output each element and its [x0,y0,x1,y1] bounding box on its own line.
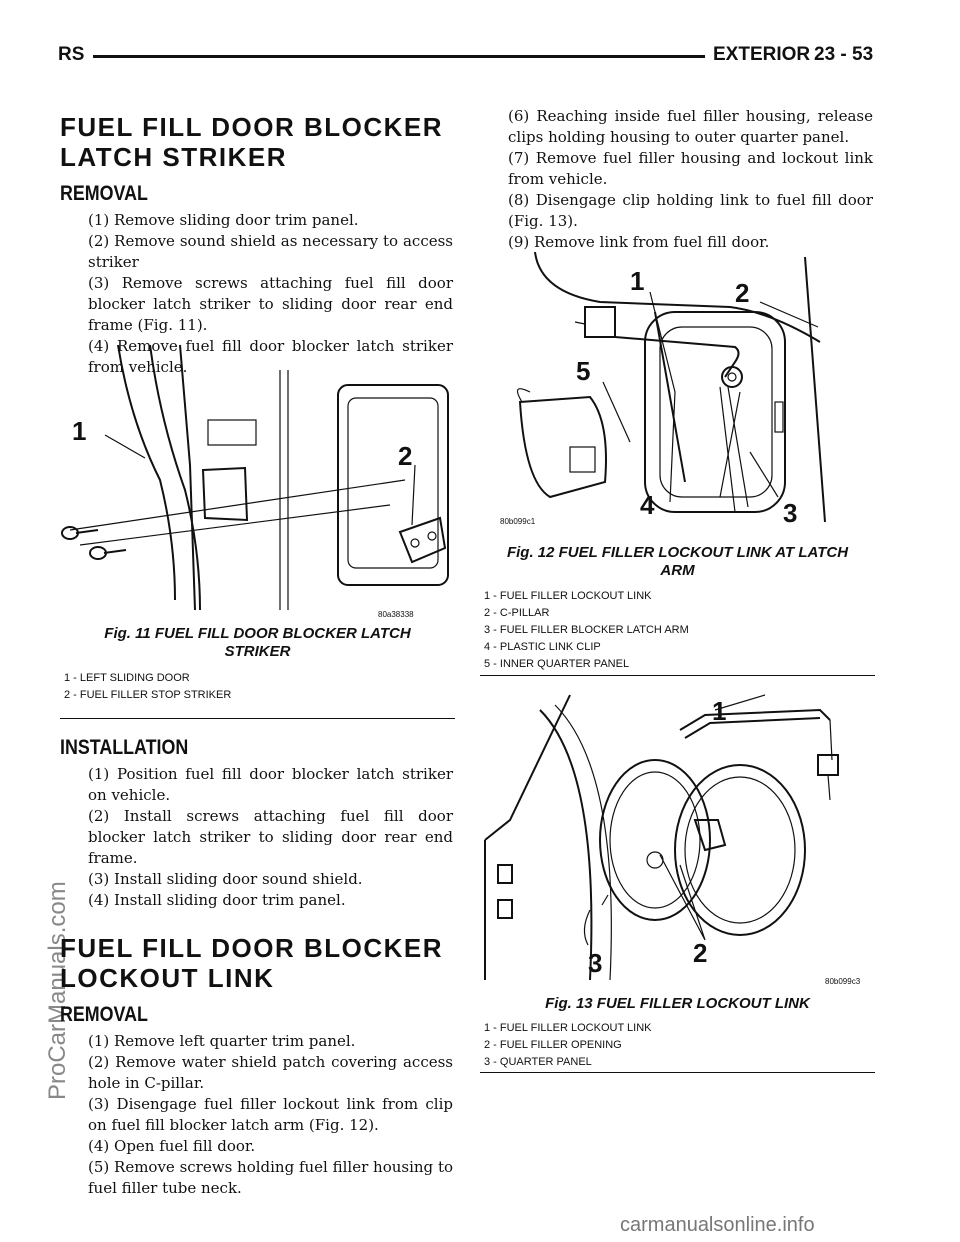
removal-heading: REMOVAL [60,1003,148,1026]
figure-caption [480,544,875,580]
legend-item: 1 - FUEL FILLER LOCKOUT LINK [484,590,652,602]
section-title-line: FUEL FILL DOOR BLOCKER [60,112,444,142]
caption-line: STRIKER [224,643,291,660]
step: (9) Remove link from fuel fill door. [508,233,770,251]
figure-legend [64,670,231,704]
removal-heading: REMOVAL [60,182,148,205]
figure-code: 80b099c3 [825,977,861,986]
step: (2) Install screws attaching fuel fill door blocker latch striker to sliding door rear end frame. [88,807,453,867]
left-column-lower [60,736,453,1199]
watermark: ProCarManuals.com [44,881,71,1100]
legend-item: 4 - PLASTIC LINK CLIP [484,641,601,653]
caption-line: ARM [660,562,695,579]
section-title-latch-striker [60,112,453,172]
callout-1: 1 [712,696,727,726]
legend-item: 5 - INNER QUARTER PANEL [484,658,630,670]
step: (1) Remove sliding door trim panel. [88,211,359,229]
section-title-line: LATCH STRIKER [60,142,288,172]
figure-code: 80a38338 [378,610,414,619]
step: (3) Remove screws attaching fuel fill door blocker latch striker to sliding door rear end frame (Fig. 11). [88,274,453,334]
callout-1: 1 [72,416,87,446]
step: (1) Position fuel fill door blocker latch striker on vehicle. [88,765,453,804]
step: (4) Remove fuel fill door blocker latch striker from vehicle. [88,337,453,376]
section-title-line: FUEL FILL DOOR BLOCKER [60,933,444,963]
step: (5) Remove screws holding fuel filler housing to fuel filler tube neck. [88,1158,453,1197]
legend-item: 1 - FUEL FILLER LOCKOUT LINK [484,1022,652,1034]
legend-rule [60,718,455,719]
step: (8) Disengage clip holding link to fuel fill door (Fig. 13). [508,191,873,230]
figure-12-illustration [480,252,875,532]
step: (2) Remove sound shield as necessary to access striker [88,232,453,271]
callout-2: 2 [398,441,413,471]
step: (4) Install sliding door trim panel. [88,891,346,909]
figure-caption: Fig. 13 FUEL FILLER LOCKOUT LINK [545,995,810,1012]
legend-item: 2 - FUEL FILLER STOP STRIKER [64,689,232,701]
figure-11 [60,340,455,720]
removal-steps [60,1031,453,1199]
step: (7) Remove fuel filler housing and lockout link from vehicle. [508,149,873,188]
callout-3: 3 [783,498,798,528]
header-left: RS [58,44,85,65]
header-page-number: 23 - 53 [814,44,874,65]
figure-11-illustration [60,340,455,625]
figure-caption [60,625,455,661]
installation-heading: INSTALLATION [60,736,189,759]
section-title-line: LOCKOUT LINK [60,963,275,993]
legend-item: 1 - LEFT SLIDING DOOR [64,672,190,684]
right-column-steps [480,106,873,253]
legend-item: 2 - C-PILLAR [484,607,550,619]
figure-12 [480,252,875,680]
step: (3) Install sliding door sound shield. [88,870,363,888]
figure-legend [484,1020,652,1071]
left-column [60,112,453,378]
callout-1: 1 [630,266,645,296]
callout-5: 5 [576,356,591,386]
legend-item: 3 - QUARTER PANEL [484,1056,592,1068]
callout-3: 3 [588,948,603,978]
step: (2) Remove water shield patch covering access hole in C-pillar. [88,1053,453,1092]
step: (6) Reaching inside fuel filler housing, release clips holding housing to outer quarter panel. [508,107,873,146]
figure-code: 80b099c1 [500,517,536,526]
section-title-lockout-link [60,933,453,993]
figure-13-illustration [480,690,875,990]
legend-rule [480,675,875,676]
figure-legend [484,588,689,673]
legend-rule [480,1072,875,1073]
step: (1) Remove left quarter trim panel. [88,1032,356,1050]
header-section: EXTERIOR [713,44,811,65]
callout-2: 2 [693,938,708,968]
callout-2: 2 [735,278,750,308]
legend-item: 2 - FUEL FILLER OPENING [484,1039,622,1051]
footer-site: carmanualsonline.info [620,1214,815,1236]
figure-13 [480,690,875,1075]
caption-line: Fig. 12 FUEL FILLER LOCKOUT LINK AT LATCH [506,544,849,561]
step: (4) Open fuel fill door. [88,1137,256,1155]
step: (3) Disengage fuel filler lockout link from clip on fuel fill blocker latch arm (Fig. 12). [88,1095,453,1134]
installation-steps [60,764,453,911]
legend-item: 3 - FUEL FILLER BLOCKER LATCH ARM [484,624,689,636]
header-rule [93,55,705,58]
callout-4: 4 [640,490,655,520]
caption-line: Fig. 11 FUEL FILL DOOR BLOCKER LATCH [104,625,411,642]
